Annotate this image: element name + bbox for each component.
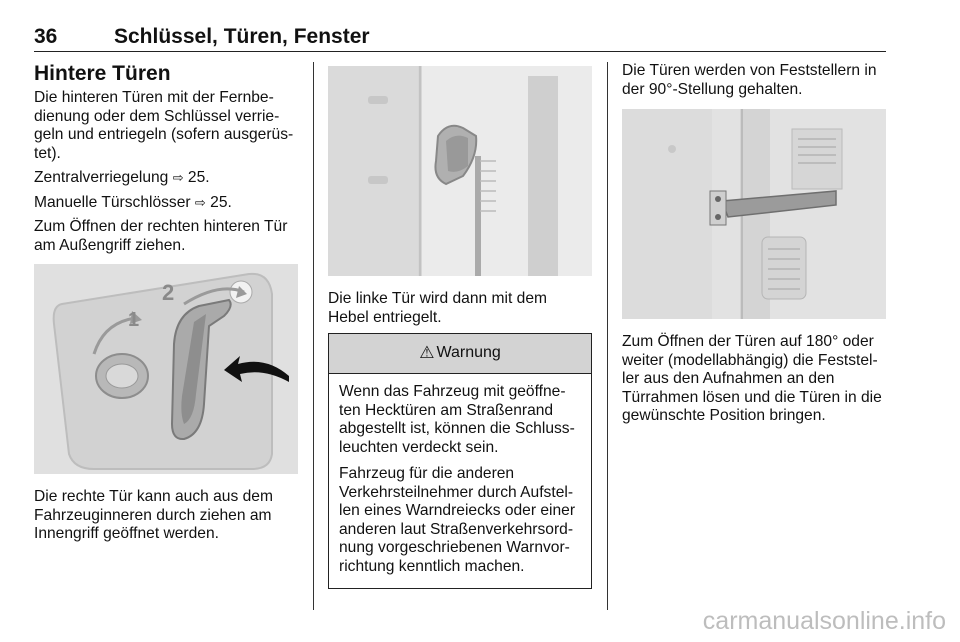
door-lever-illustration (328, 66, 592, 276)
paragraph: Die linke Tür wird dann mit dem Hebel entriegelt. (328, 290, 547, 326)
warning-body (329, 374, 591, 588)
arrow-reference-icon: ⇨ (172, 170, 184, 185)
column-divider (607, 62, 608, 610)
section-title: Hintere Türen (34, 62, 171, 85)
paragraph: Die hinteren Türen mit der Fernbedienung oder dem Schlüssel verriegeln und entriegeln (sofern ausgerüstet). (34, 89, 294, 162)
warning-header (329, 334, 591, 374)
figure-label: 1 (128, 309, 140, 331)
warning-paragraph: Wenn das Fahrzeug mit geöffneten Hecktüren am Straßenrand abgestellt ist, können die Schlussleuchten verdeckt sein. (339, 383, 575, 456)
cross-reference: Manuelle Türschlösser ⇨ 25. (34, 193, 232, 211)
figure-label: 2 (162, 280, 175, 305)
cross-reference: Zentralverriegelung ⇨ 25. (34, 169, 210, 186)
warning-box (328, 333, 592, 589)
paragraph: Die Türen werden von Feststellern in der 90°-Stellung gehalten. (622, 62, 877, 98)
page-header (34, 24, 886, 52)
warning-title: Warnung (436, 344, 501, 362)
rear-door-handle-illustration (34, 264, 298, 474)
arrow-reference-icon: ⇨ (194, 194, 206, 210)
watermark: carmanualsonline.info (702, 607, 946, 635)
paragraph: Zum Öffnen der Türen auf 180° oder weiter (modellabhängig) die Feststeller aus den Aufnahmen an den Türrahmen lösen und die Türen in die gewünschte Position bringen. (622, 333, 882, 424)
warning-paragraph: Fahrzeug für die anderen Verkehrsteilnehmer durch Aufstellen eines Warndreiecks oder einer anderen laut Straßenverkehrsordnung vorgeschriebenen Warnvorrichtung kenntlich machen. (339, 465, 576, 575)
column-right (622, 62, 888, 432)
chapter-title: Schlüssel, Türen, Fenster (114, 25, 370, 48)
door-check-strap-illustration (622, 109, 886, 319)
column-divider (313, 62, 314, 610)
warning-triangle-icon: ⚠ (419, 343, 435, 363)
column-middle (328, 62, 592, 589)
column-left (34, 62, 300, 550)
page-number: 36 (34, 25, 58, 48)
paragraph: Die rechte Tür kann auch aus dem Fahrzeuginneren durch ziehen am Innengriff geöffnet werden. (34, 488, 273, 542)
paragraph: Zum Öffnen der rechten hinteren Tür am Außengriff ziehen. (34, 218, 288, 254)
